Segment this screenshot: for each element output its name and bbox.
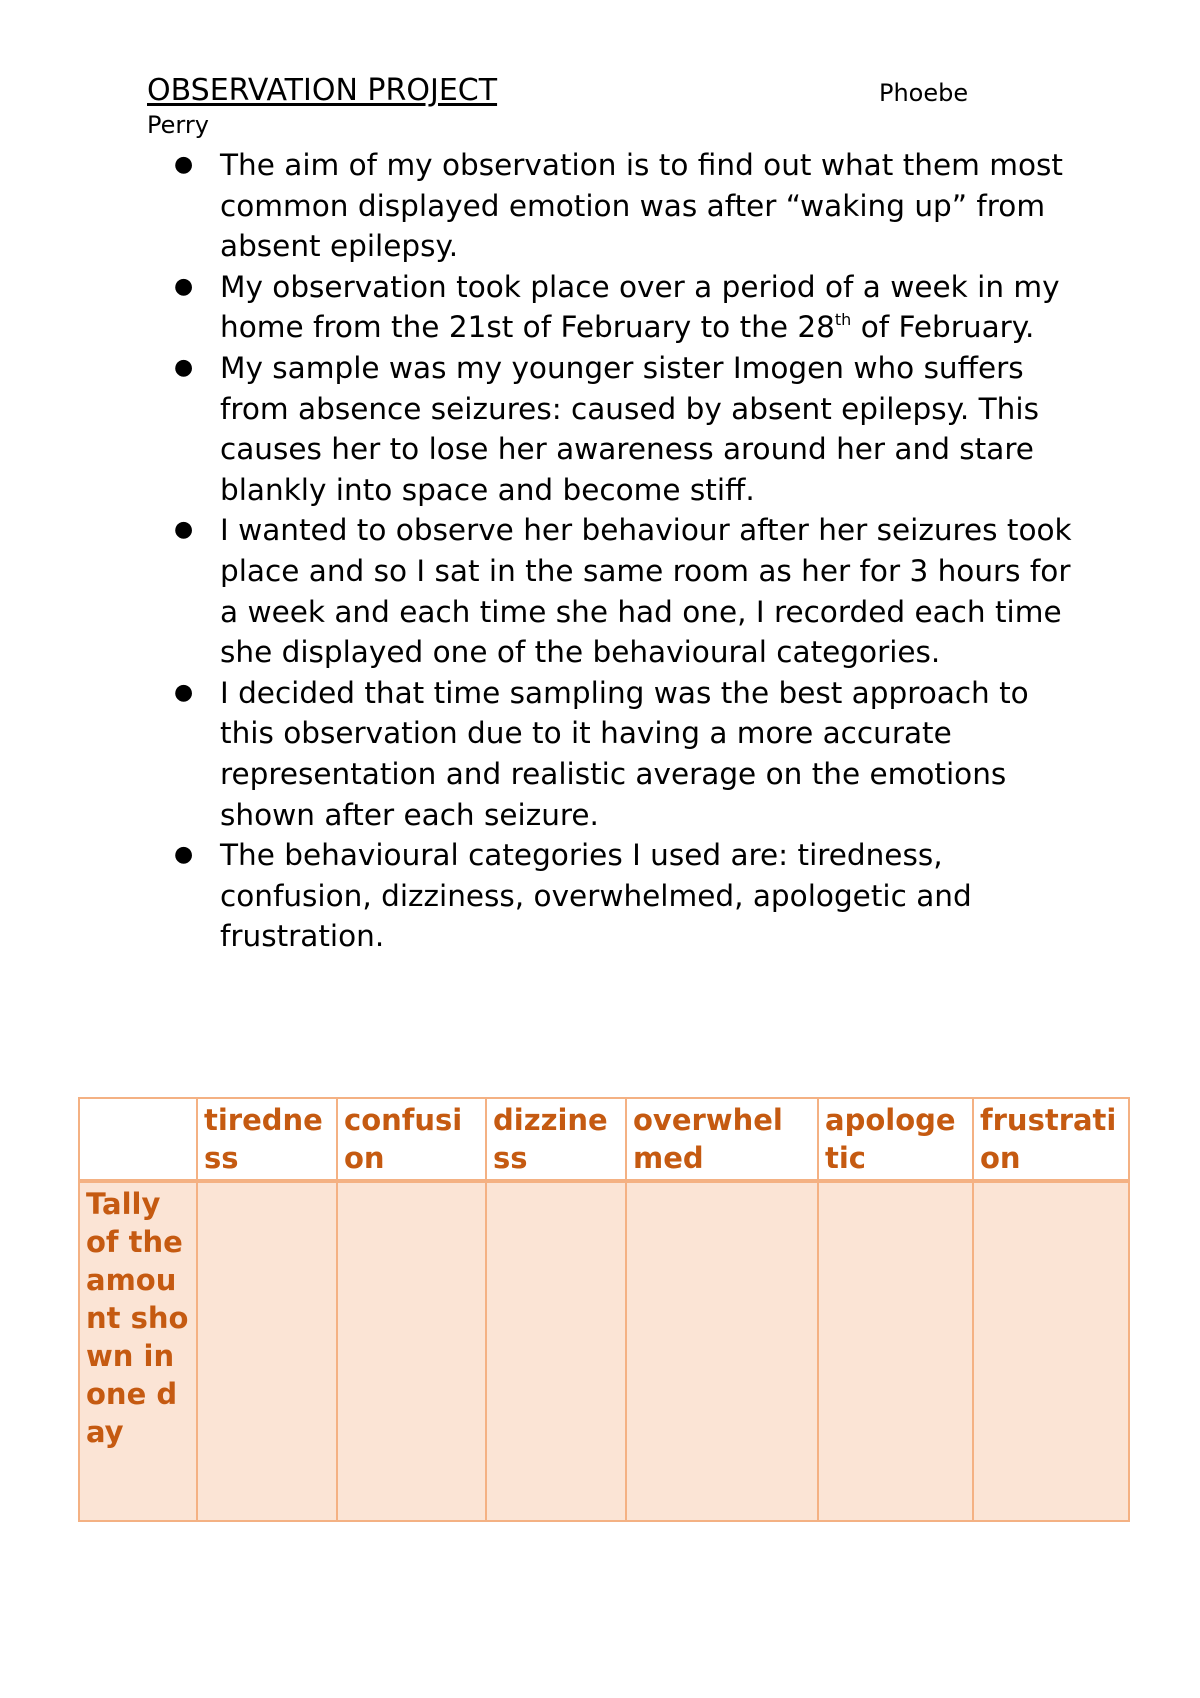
- bullet-text: My sample was my younger sister Imogen who suffers from absence seizures: caused by absent epilepsy. This causes her to lose her awareness around her and stare blankly into space and become stiff.: [220, 350, 1039, 507]
- tally-cell-apologetic[interactable]: [818, 1181, 973, 1521]
- bullet-text: of February.: [851, 310, 1035, 345]
- bullet-dot-icon: ●: [174, 679, 194, 705]
- bullet-item: [172, 348, 1072, 510]
- table-header-row: [79, 1098, 1129, 1181]
- bullet-list: [172, 145, 1072, 957]
- column-header-overwhelmed: overwhelmed: [626, 1098, 818, 1181]
- bullet-dot-icon: ●: [174, 517, 194, 543]
- bullet-dot-icon: ●: [174, 273, 194, 299]
- bullet-text: My observation took place over a period of a week in my home from the 21st of February to the 28: [220, 269, 1060, 345]
- column-header-tiredness: tiredness: [197, 1098, 337, 1181]
- author-first-name: Phoebe: [879, 79, 969, 107]
- document-title: OBSERVATION PROJECT: [147, 73, 498, 108]
- tally-table: [78, 1097, 1130, 1522]
- column-header-dizziness: dizziness: [486, 1098, 626, 1181]
- tally-cell-overwhelmed[interactable]: [626, 1181, 818, 1521]
- tally-cell-dizziness[interactable]: [486, 1181, 626, 1521]
- bullet-item: [172, 267, 1072, 348]
- tally-cell-frustration[interactable]: [973, 1181, 1129, 1521]
- bullet-text: The aim of my observation is to find out what them most common displayed emotion was after “waking up” from absent epilepsy.: [220, 148, 1063, 264]
- bullet-dot-icon: ●: [174, 354, 194, 380]
- tally-cell-tiredness[interactable]: [197, 1181, 337, 1521]
- bullet-text: I wanted to observe her behaviour after her seizures took place and so I sat in the same room as her for 3 hours for a week and each time she had one, I recorded each time she displayed one of the behavioural categories.: [220, 513, 1072, 670]
- column-header-confusion: confusion: [337, 1098, 486, 1181]
- row-label-tally: Tally of the amount shown in one day: [79, 1181, 197, 1521]
- column-header-frustration: frustration: [973, 1098, 1129, 1181]
- bullet-item: [172, 673, 1072, 835]
- column-header-apologetic: apologetic: [818, 1098, 973, 1181]
- superscript: th: [834, 310, 852, 330]
- bullet-item: [172, 145, 1072, 267]
- bullet-dot-icon: ●: [174, 152, 194, 177]
- document-header: [147, 72, 987, 144]
- bullet-text: I decided that time sampling was the best approach to this observation due to it having a more accurate representation and realistic average on the emotions shown after each seizure.: [220, 675, 1029, 832]
- bullet-item: [172, 835, 1072, 957]
- table-row: [79, 1181, 1129, 1521]
- author-last-name: Perry: [147, 111, 209, 139]
- table-corner-cell: [79, 1098, 197, 1181]
- bullet-item: [172, 510, 1072, 672]
- bullet-text: The behavioural categories I used are: tiredness, confusion, dizziness, overwhelmed, apologetic and frustration.: [220, 838, 972, 954]
- tally-cell-confusion[interactable]: [337, 1181, 486, 1521]
- bullet-dot-icon: ●: [174, 842, 194, 868]
